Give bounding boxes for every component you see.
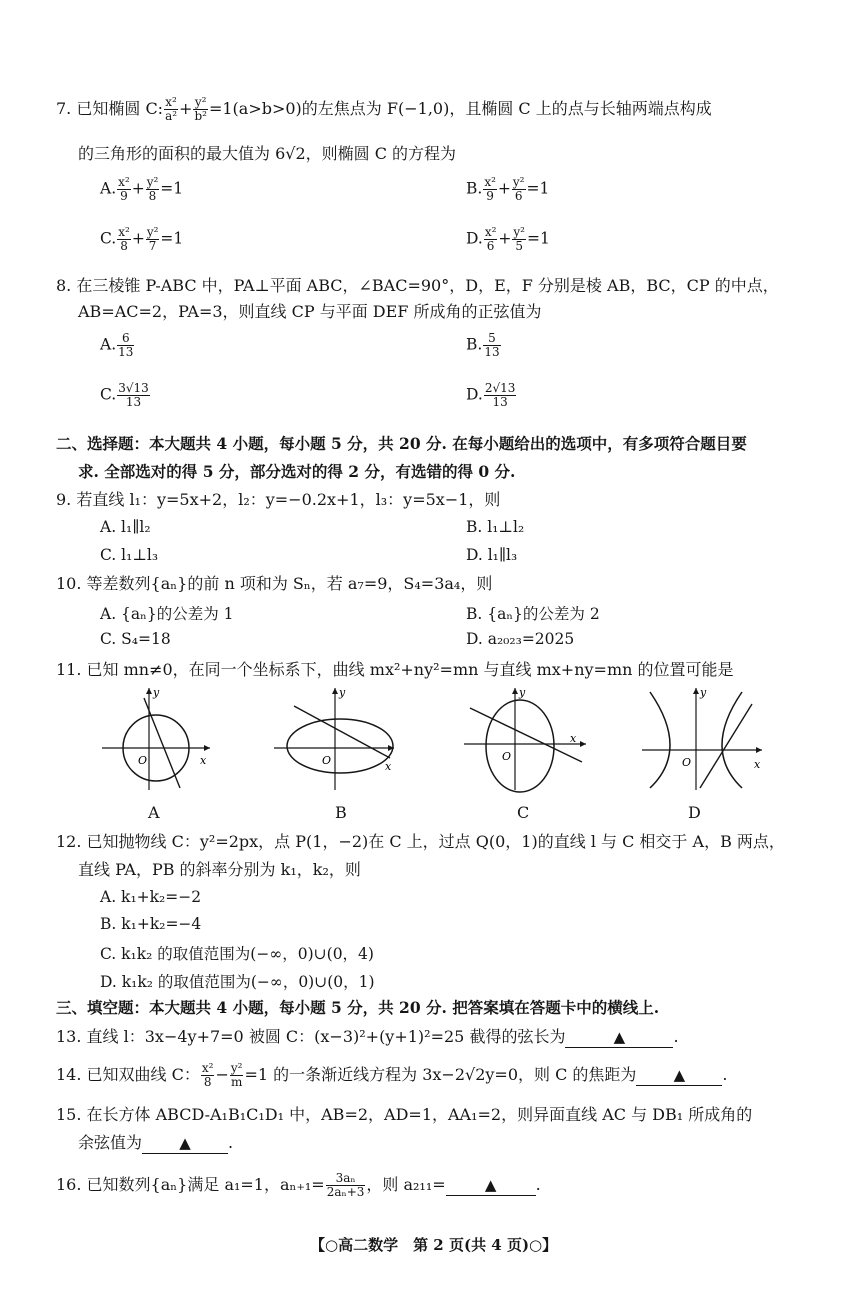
q9-option-a: A. l₁∥l₂ [100, 518, 151, 536]
section2-heading: 二、选择题：本大题共 4 小题，每小题 5 分，共 20 分. 在每小题给出的选项中，有多项符合题目要 [56, 434, 747, 453]
answer-blank: ▲ [565, 1027, 673, 1048]
q12-stem-line2: 直线 PA，PB 的斜率分别为 k₁，k₂，则 [78, 860, 361, 879]
q8-stem-line2: AB=AC=2，PA=3，则直线 CP 与平面 DEF 所成角的正弦值为 [78, 302, 542, 321]
q9-stem: 9. 若直线 l₁：y=5x+2，l₂：y=−0.2x+1，l₃：y=5x−1，则 [56, 490, 501, 509]
svg-text:y: y [700, 686, 707, 699]
q16-stem: 16. 已知数列{aₙ}满足 a₁=1，aₙ₊₁= $\frac{\text{3aₙ}}{\text{2aₙ+3}}$ ，则 a₂₁₁= ▲ . [56, 1171, 541, 1199]
q8-option-c: C. $\frac{3√13}{13}$ [100, 381, 149, 409]
q11-caption-d: D [688, 803, 701, 822]
q13-stem: 13. 直线 l：3x−4y+7=0 被圆 C：(x−3)²+(y+1)²=25 截得的弦长为 ▲ . [56, 1027, 679, 1046]
q12-option-d: D. k₁k₂ 的取值范围为(−∞，0)∪(0，1) [100, 973, 375, 991]
svg-text:O: O [322, 754, 332, 767]
q12-option-b: B. k₁+k₂=−4 [100, 915, 202, 933]
fraction: $\frac{\text{y²}}{\text{b²}}$ [194, 95, 207, 123]
svg-text:x: x [570, 732, 577, 745]
svg-text:y: y [339, 686, 346, 699]
section3-heading: 三、填空题：本大题共 4 小题，每小题 5 分，共 20 分. 把答案填在答题卡中的横线上. [56, 998, 660, 1017]
svg-text:y: y [153, 686, 160, 699]
q8-stem: 8. 在三棱锥 P-ABC 中，PA⊥平面 ABC，∠BAC=90°，D，E，F 分别是棱 AB，BC，CP 的中点， [56, 276, 779, 295]
svg-text:y: y [519, 686, 526, 699]
svg-text:O: O [682, 756, 692, 769]
answer-blank: ▲ [446, 1175, 536, 1196]
answer-blank: ▲ [142, 1133, 228, 1154]
q8-option-b: B. $\frac{5}{13}$ [466, 331, 500, 359]
svg-text:x: x [754, 758, 761, 771]
q7-stem-line2: 的三角形的面积的最大值为 6√2，则椭圆 C 的方程为 [78, 144, 457, 163]
q10-option-d: D. a₂₀₂₃=2025 [466, 630, 575, 648]
q10-option-a: A. {aₙ}的公差为 1 [100, 605, 234, 623]
q7-stem: 7. 已知椭圆 C: $\frac{\text{x²}}{\text{a²}}$ + $\frac{\text{y²}}{\text{b²}}$ =1(a>b>0)的左焦点为 F(−1,0)，且椭圆 C 上的点与长轴两端点构成 [56, 95, 712, 123]
q11-figure-c [460, 684, 590, 794]
q11-caption-c: C [517, 803, 530, 822]
fraction: $\frac{\text{x²}}{\text{a²}}$ [165, 95, 178, 123]
q10-option-b: B. {aₙ}的公差为 2 [466, 605, 600, 623]
q9-option-c: C. l₁⊥l₃ [100, 546, 159, 564]
q12-option-c: C. k₁k₂ 的取值范围为(−∞，0)∪(0，4) [100, 945, 374, 963]
q15-stem-line2: 余弦值为 ▲ . [78, 1133, 234, 1152]
q7-option-c: C. $\frac{\text{x²}}{8}$ + $\frac{\text{y²}}{7}$ =1 [100, 225, 184, 253]
q11-caption-a: A [148, 803, 160, 822]
q14-stem: 14. 已知双曲线 C： $\frac{\text{x²}}{8}$ − $\frac{\text{y²}}{m}$ =1 的一条渐近线方程为 3x−2√2y=0，则 C 的焦距为 ▲ . [56, 1061, 728, 1089]
svg-text:x: x [200, 754, 207, 767]
svg-text:O: O [502, 750, 512, 763]
q9-option-d: D. l₁∥l₃ [466, 546, 518, 564]
q12-option-a: A. k₁+k₂=−2 [100, 888, 202, 906]
answer-blank: ▲ [636, 1065, 722, 1086]
svg-text:x: x [385, 760, 392, 773]
q7-option-a: A. $\frac{\text{x²}}{9}$ + $\frac{\text{y²}}{8}$ =1 [100, 175, 184, 203]
q11-figure-a [96, 684, 214, 794]
q10-option-c: C. S₄=18 [100, 630, 171, 648]
q11-caption-b: B [335, 803, 347, 822]
q8-option-d: D. $\frac{2√13}{13}$ [466, 381, 516, 409]
q15-stem: 15. 在长方体 ABCD-A₁B₁C₁D₁ 中，AB=2，AD=1，AA₁=2，则异面直线 AC 与 DB₁ 所成角的 [56, 1105, 753, 1124]
svg-text:O: O [138, 754, 148, 767]
q7-option-b: B. $\frac{\text{x²}}{9}$ + $\frac{\text{y²}}{6}$ =1 [466, 175, 550, 203]
page-footer: 【○高二数学 第 2 页(共 4 页)○】 [310, 1236, 558, 1254]
q11-figure-b [270, 684, 398, 794]
q7-option-d: D. $\frac{\text{x²}}{6}$ + $\frac{\text{y²}}{5}$ =1 [466, 225, 550, 253]
q12-stem: 12. 已知抛物线 C：y²=2px，点 P(1，−2)在 C 上，过点 Q(0，1)的直线 l 与 C 相交于 A，B 两点， [56, 832, 785, 851]
q10-stem: 10. 等差数列{aₙ}的前 n 项和为 Sₙ，若 a₇=9，S₄=3a₄，则 [56, 574, 493, 593]
q11-figure-d [638, 684, 766, 794]
q9-option-b: B. l₁⊥l₂ [466, 518, 525, 536]
q11-stem: 11. 已知 mn≠0，在同一个坐标系下，曲线 mx²+ny²=mn 与直线 mx+ny=mn 的位置可能是 [56, 660, 734, 679]
q8-option-a: A. $\frac{6}{13}$ [100, 331, 134, 359]
section2-heading-line2: 求. 全部选对的得 5 分，部分选对的得 2 分，有选错的得 0 分. [78, 462, 516, 481]
